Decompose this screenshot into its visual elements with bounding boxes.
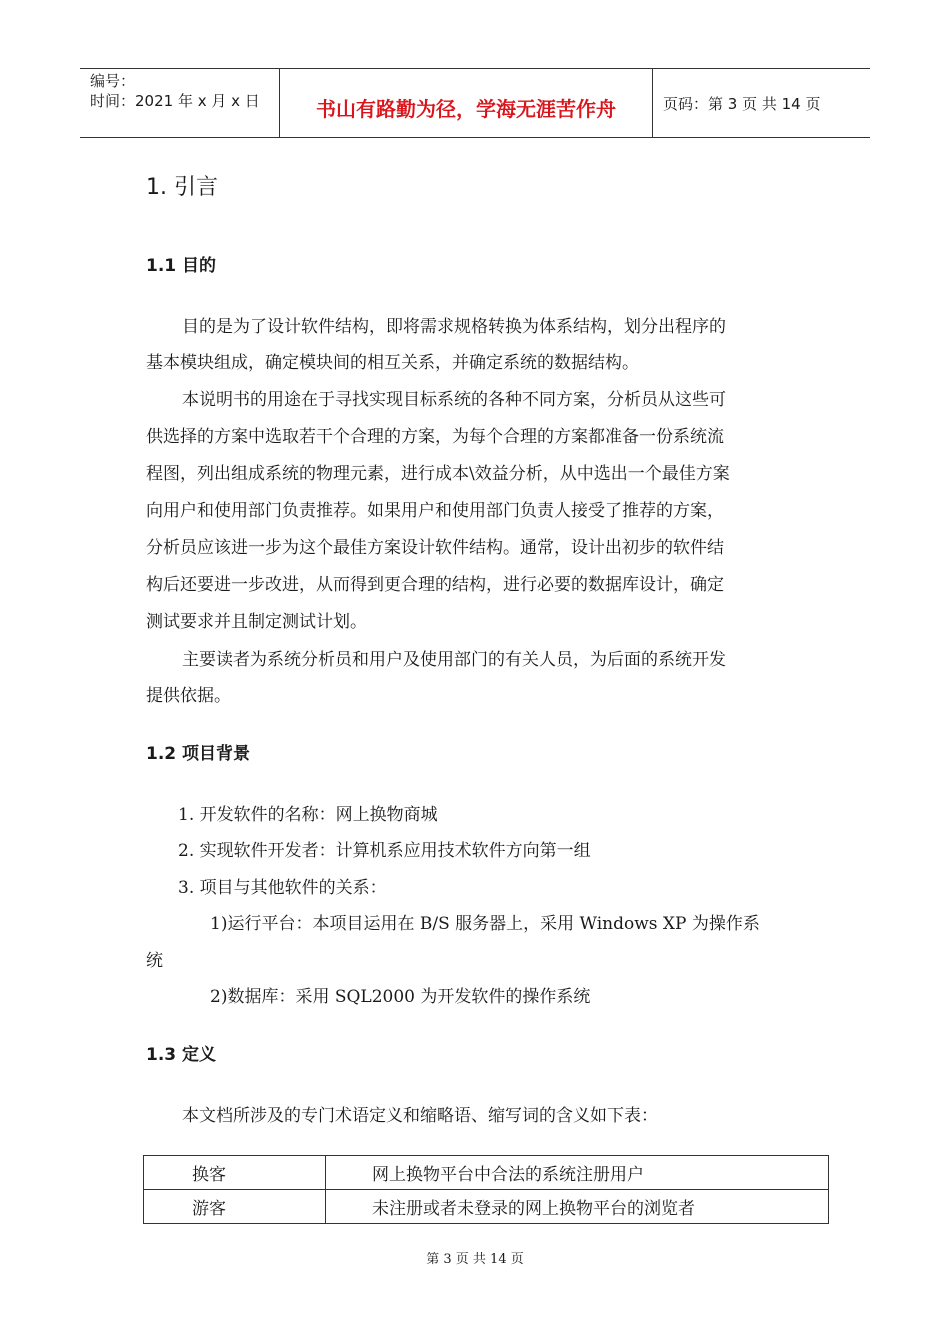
purpose-line-2: 基本模块组成，确定模块间的相互关系，并确定系统的数据结构。 [146, 353, 639, 373]
table-row [144, 1156, 829, 1190]
purpose-line-1: 目的是为了设计软件结构，即将需求规格转换为体系结构，划分出程序的 [182, 317, 726, 337]
header-page: 页码：第 3 页 共 14 页 [663, 94, 821, 113]
background-sub-2: 2)数据库：采用 SQL2000 为开发软件的操作系统 [210, 987, 591, 1007]
header-time: 时间：2021 年 x 月 x 日 [90, 92, 260, 110]
purpose-line-5: 程图，列出组成系统的物理元素，进行成本\效益分析，从中选出一个最佳方案 [146, 464, 730, 484]
definition-cell: 网上换物平台中合法的系统注册用户 [326, 1156, 829, 1190]
purpose-line-9: 测试要求并且制定测试计划。 [146, 612, 367, 632]
header-number: 编号： [90, 72, 136, 90]
page-footer: 第 3 页 共 14 页 [426, 1252, 524, 1267]
background-sub-1-cont: 统 [146, 951, 163, 971]
header-motto-cell [280, 69, 653, 137]
heading-definitions: 1.3 定义 [146, 1045, 217, 1065]
header-motto: 书山有路勤为径，学海无涯苦作舟 [316, 96, 616, 121]
purpose-line-6: 向用户和使用部门负责推荐。如果用户和使用部门负责人接受了推荐的方案， [146, 501, 724, 521]
page-header [80, 68, 870, 138]
background-item-2: 2. 实现软件开发者：计算机系应用技术软件方向第一组 [178, 841, 591, 861]
definitions-table [143, 1155, 829, 1224]
purpose-line-4: 供选择的方案中选取若干个合理的方案，为每个合理的方案都准备一份系统流 [146, 427, 724, 447]
purpose-line-10: 主要读者为系统分析员和用户及使用部门的有关人员，为后面的系统开发 [182, 650, 726, 670]
term-cell: 换客 [144, 1156, 326, 1190]
background-item-3: 3. 项目与其他软件的关系： [178, 878, 387, 898]
term-cell: 游客 [144, 1190, 326, 1224]
background-sub-1: 1)运行平台：本项目运用在 B/S 服务器上，采用 Windows XP 为操作系 [210, 914, 760, 934]
definitions-intro: 本文档所涉及的专门术语定义和缩略语、缩写词的含义如下表： [182, 1106, 658, 1126]
header-info [80, 69, 280, 137]
heading-purpose: 1.1 目的 [146, 256, 217, 276]
purpose-line-11: 提供依据。 [146, 686, 231, 706]
purpose-line-3: 本说明书的用途在于寻找实现目标系统的各种不同方案，分析员从这些可 [182, 390, 726, 410]
table-row [144, 1190, 829, 1224]
purpose-line-8: 构后还要进一步改进，从而得到更合理的结构，进行必要的数据库设计，确定 [146, 575, 724, 595]
section-title-intro: 1. 引言 [146, 175, 218, 200]
background-item-1: 1. 开发软件的名称：网上换物商城 [178, 805, 438, 825]
purpose-line-7: 分析员应该进一步为这个最佳方案设计软件结构。通常，设计出初步的软件结 [146, 538, 724, 558]
definition-cell: 未注册或者未登录的网上换物平台的浏览者 [326, 1190, 829, 1224]
heading-background: 1.2 项目背景 [146, 744, 251, 764]
